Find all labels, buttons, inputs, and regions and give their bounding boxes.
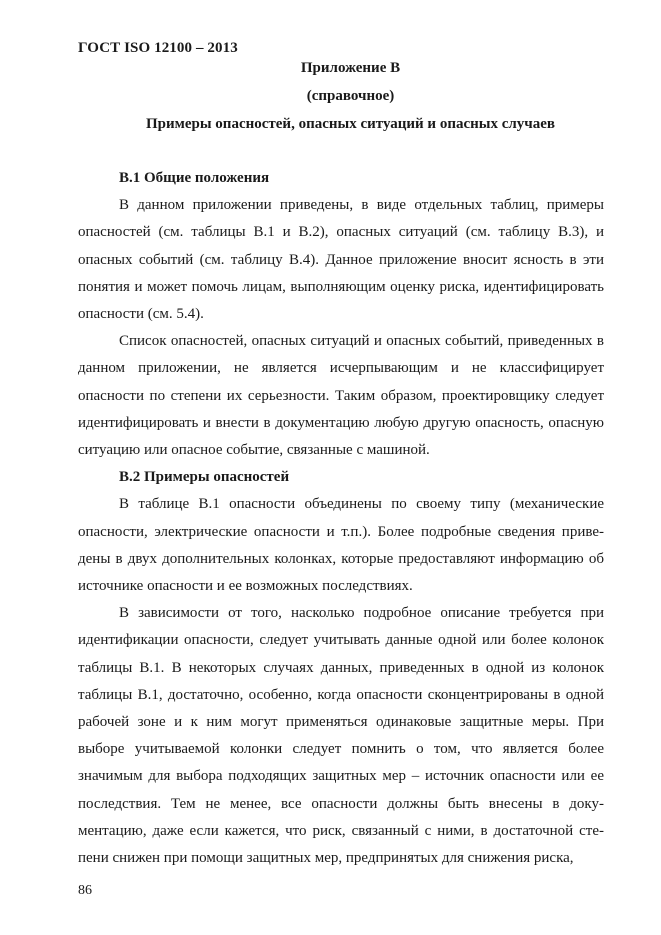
section-hazard-examples	[78, 464, 604, 872]
section-heading: В.1 Общие положения	[119, 170, 270, 186]
paragraph: Список опасностей, опасных ситуаций и опасных событий, приведенных в данном приложении, не является исчерпывающим и не классифицирует опасности по степени их серьезности. Таким образом, проектировщику следует идентифицировать и внести в документацию любую другую опасность, опасную ситуацию или опасное событие, связанные с машиной.	[78, 333, 604, 459]
appendix-subtitle: Примеры опасностей, опасных ситуаций и опасных случаев	[145, 116, 556, 132]
section-general	[78, 165, 604, 464]
appendix-title: Приложение В	[300, 60, 401, 76]
paragraph: В таблице В.1 опасности объединены по своему типу (механические опасности, электрические опасности и т.п.). Более подробные сведения приведены в двух дополнительных колонках, которые предоставляют информацию об источнике опасности и ее возможных последствиях.	[78, 496, 604, 595]
document-code: ГОСТ ISO 12100 – 2013	[78, 40, 238, 56]
paragraph: В зависимости от того, насколько подробное описание требуется при идентификации опасности, следует учитывать данные одной или более колонок таблицы В.1. В некоторых случаях данных, приведенных в одной из колонок таблицы В.1, достаточно, особенно, когда опасности сконцентрированы в одной рабочей зоне и к ним могут применяться одинаковые защитные меры. При выборе учитываемой колонки следует помнить о том, что является более значимым для выбора подходящих защитных мер – источник опасности или ее последствия. Тем не менее, все опасности должны быть внесены в документацию, даже если кажется, что риск, связанный с ними, в достаточной степени снижен при помощи защитных мер, предпринятых для снижения риска,	[78, 605, 604, 867]
page-number: 86	[78, 883, 92, 898]
section-heading: В.2 Примеры опасностей	[119, 469, 290, 486]
appendix-status: (справочное)	[306, 88, 395, 104]
paragraph: В данном приложении приведены, в виде отдельных таблиц, примеры опасностей (см. таблицы В.1 и В.2), опасных ситуаций (см. таблицу В.3), и опасных событий (см. таблицу В.4). Данное приложение вносит ясность в эти понятия и может помочь лицам, выполняющим оценку риска, идентифицировать опасности (см. 5.4).	[78, 197, 604, 323]
document-body	[78, 165, 604, 872]
